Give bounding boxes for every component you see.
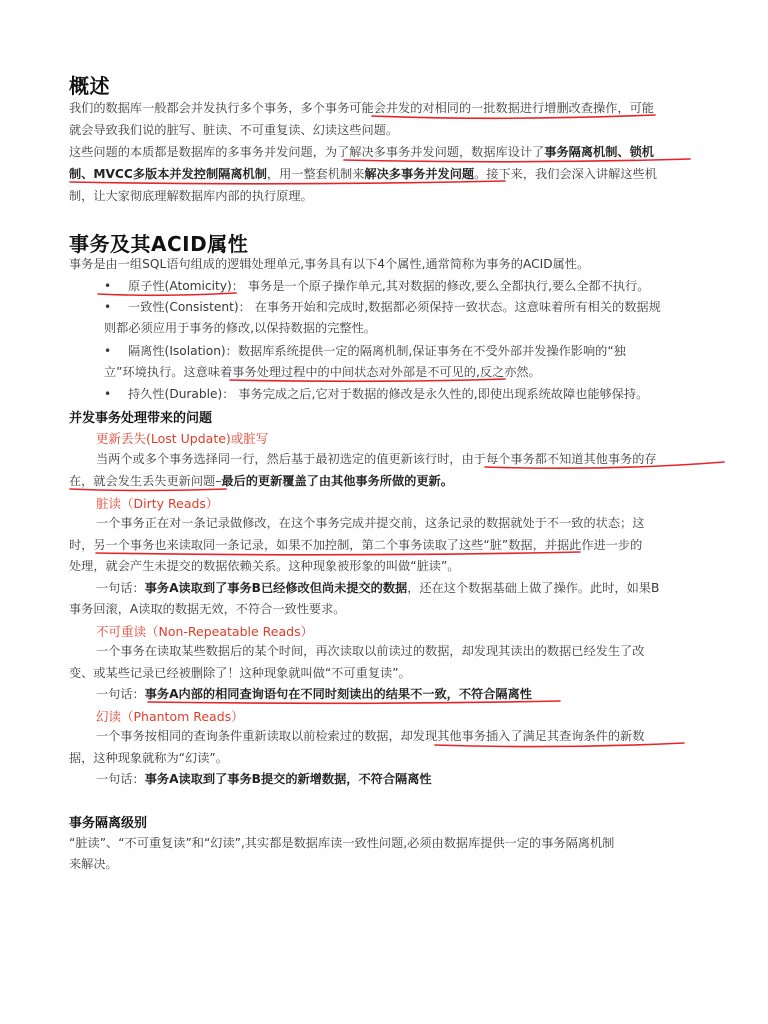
bullet-icon: • [104,387,112,401]
dirty-reads-summary-2: 事务回滚，A读取的数据无效，不符合一致性要求。 [69,602,346,616]
non-repeatable-line-2: 变、或某些记录已经被删除了！这种现象就叫做“不可重复读”。 [69,666,411,680]
acid-title: 事务及其ACID属性 [69,232,249,256]
dirty-reads-heading: 脏读（Dirty Reads） [96,496,219,511]
non-repeatable-summary [96,686,726,702]
isolation-level-title: 事务隔离级别 [69,816,148,831]
phantom-line-1: 一个事务按相同的查询条件重新读取以前检索过的数据，却发现其他事务插入了满足其查询条件的新数 [96,729,645,743]
bullet-icon: • [104,344,112,358]
overview-title: 概述 [69,74,110,98]
phantom-heading: 幻读（Phantom Reads） [96,709,244,724]
overview-text: ，用一整套机制来 [266,167,365,181]
summary-bold-text: 事务A读取到了事务B提交的新增数据，不符合隔离性 [144,772,432,786]
summary-text: ，还在这个数据基础上做了操作。此时，如果B [407,581,660,595]
dirty-reads-line-1: 一个事务正在对一条记录做修改，在这个事务完成并提交前，这条记录的数据就处于不一致的状态；这 [96,516,645,530]
phantom-summary [96,771,726,787]
underline-lost-update-2 [70,489,226,491]
phantom-line-2: 据，这种现象就称为“幻读”。 [69,751,228,765]
summary-prefix: 一句话： [96,581,145,595]
acid-consistent [104,299,734,315]
overview-line-3 [69,144,699,160]
summary-bold-text: 事务A读取到了事务B已经修改但尚未提交的数据 [144,581,408,595]
isolation-text: 隔离性(Isolation)：数据库系统提供一定的隔离机制,保证事务在不受外部并发操作影响的“独 [128,344,626,358]
overview-text: 。接下来，我们会深入讲解这些机 [474,167,657,181]
overview-line-2: 就会导致我们说的脏写、脏读、不可重复读、幻读这些问题。 [69,123,399,137]
dirty-reads-line-3: 处理，就会产生未提交的数据依赖关系。这种现象被形象的叫做“脏读”。 [69,559,460,573]
overview-line-5: 制，让大家彻底理解数据库内部的执行原理。 [69,189,313,203]
consistent-text: 一致性(Consistent)： 在事务开始和完成时,数据都必须保持一致状态。这意味着所有相关的数据规 [128,300,661,314]
overview-bold-text: 事务隔离机制、锁机 [544,145,654,159]
acid-intro: 事务是由一组SQL语句组成的逻辑处理单元,事务具有以下4个属性,通常简称为事务的ACID属性。 [69,257,590,271]
durable-text: 持久性(Durable)： 事务完成之后,它对于数据的修改是永久性的,即使出现系统故障也能够保持。 [128,387,649,401]
summary-prefix: 一句话： [96,687,145,701]
lost-update-bold-text: 最后的更新覆盖了由其他事务所做的更新。 [221,474,453,488]
summary-bold-text: 事务A内部的相同查询语句在不同时刻读出的结果不一致，不符合隔离性 [144,687,532,701]
overview-bold-text: 制、MVCC多版本并发控制隔离机制 [69,167,267,181]
lost-update-line-1: 当两个或多个事务选择同一行，然后基于最初选定的值更新该行时，由于每个事务都不知道其他事务的存 [96,452,657,466]
acid-atomicity [104,278,734,294]
non-repeatable-line-1: 一个事务在读取某些数据后的某个时间，再次读取以前读过的数据，却发现其读出的数据已经发生了改 [96,644,645,658]
dirty-reads-line-2: 时，另一个事务也来读取同一条记录，如果不加控制，第二个事务读取了这些“脏”数据，并据此作进一步的 [69,538,643,552]
lost-update-heading: 更新丢失(Lost Update)或脏写 [96,431,269,446]
concurrency-title: 并发事务处理带来的问题 [69,411,213,426]
bullet-icon: • [104,300,112,314]
bullet-icon: • [104,279,112,293]
non-repeatable-heading: 不可重读（Non-Repeatable Reads） [96,624,314,639]
overview-text: 这些问题的本质都是数据库的多事务并发问题，为了解决多事务并发问题，数据库设计了 [69,145,545,159]
isolation-level-line-1: “脏读”、“不可重复读”和“幻读”,其实都是数据库读一致性问题,必须由数据库提供一定的事务隔离机制 [69,836,615,850]
dirty-reads-summary-1 [96,580,726,596]
acid-isolation [104,343,734,359]
overview-line-1: 我们的数据库一般都会并发执行多个事务，多个事务可能会并发的对相同的一批数据进行增删改查操作，可能 [69,101,654,115]
lost-update-text: 在，就会发生丢失更新问题– [69,474,222,488]
lost-update-line-2 [69,473,699,489]
atomicity-text: 原子性(Atomicity)： 事务是一个原子操作单元,其对数据的修改,要么全都执行,要么全都不执行。 [128,279,650,293]
isolation-level-line-2: 来解决。 [69,857,118,871]
summary-prefix: 一句话： [96,772,145,786]
overview-bold-text: 解决多事务并发问题 [364,167,475,181]
acid-isolation-cont: 立”环境执行。这意味着事务处理过程中的中间状态对外部是不可见的,反之亦然。 [104,365,541,379]
overview-line-4 [69,166,699,182]
acid-consistent-cont: 则都必须应用于事务的修改,以保持数据的完整性。 [104,321,376,335]
acid-durable [104,386,734,402]
